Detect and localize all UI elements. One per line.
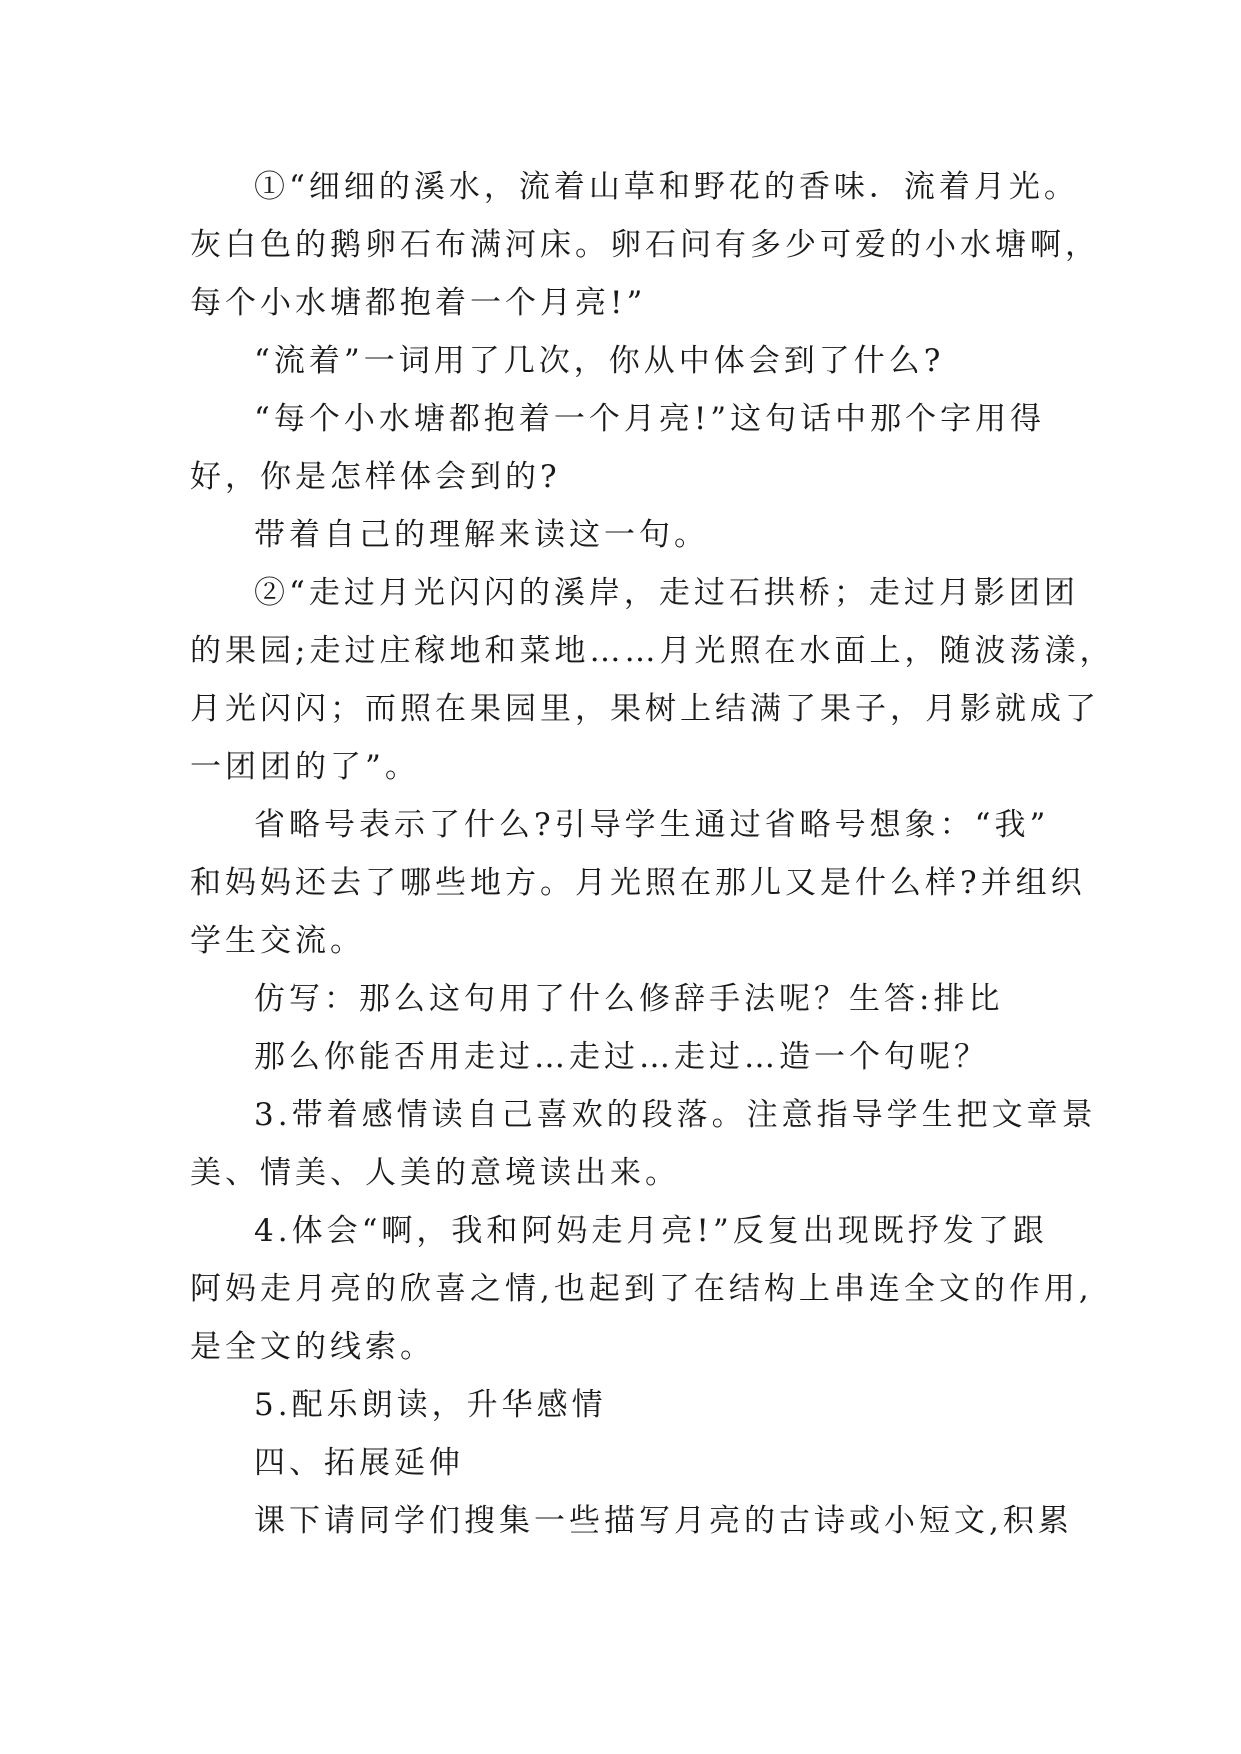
text-line-18: 美、情美、人美的意境读出来。 — [190, 1155, 680, 1191]
document-body — [190, 158, 1115, 1550]
text-line-16: 那么你能否用走过…走过…走过…造一个句呢？ — [254, 1039, 989, 1075]
text-line-10: 月光闪闪；而照在果园里，果树上结满了果子，月影就成了 — [190, 691, 1100, 727]
text-line-7: 带着自己的理解来读这一句。 — [254, 517, 709, 553]
text-line-19: 4.体会“啊，我和阿妈走月亮!”反复出现既抒发了跟 — [254, 1213, 1048, 1249]
text-line-23: 四、拓展延伸 — [254, 1445, 464, 1481]
text-line-22: 5.配乐朗读，升华感情 — [254, 1387, 607, 1423]
text-line-17: 3.带着感情读自己喜欢的段落。注意指导学生把文章景 — [254, 1097, 1097, 1133]
text-line-11: 一团团的了”。 — [190, 749, 420, 785]
text-line-9: 的果园;走过庄稼地和菜地……月光照在水面上，随波荡漾， — [190, 633, 1115, 669]
text-line-5: “每个小水塘都抱着一个月亮!”这句话中那个字用得 — [254, 401, 1046, 437]
text-line-4: “流着”一词用了几次，你从中体会到了什么? — [254, 343, 945, 379]
text-line-2: 灰白色的鹅卵石布满河床。卵石问有多少可爱的小水塘啊， — [190, 227, 1100, 263]
text-line-15: 仿写：那么这句用了什么修辞手法呢？生答:排比 — [254, 981, 1004, 1017]
text-line-6: 好，你是怎样体会到的? — [190, 459, 561, 495]
text-line-1: ①“细细的溪水，流着山草和野花的香味．流着月光。 — [254, 169, 1079, 205]
text-line-8: ②“走过月光闪闪的溪岸，走过石拱桥；走过月影团团 — [254, 575, 1079, 611]
text-line-24: 课下请同学们搜集一些描写月亮的古诗或小短文,积累 — [254, 1503, 1073, 1539]
text-line-12: 省略号表示了什么?引导学生通过省略号想象：“我” — [254, 807, 1050, 843]
text-line-21: 是全文的线索。 — [190, 1329, 435, 1365]
text-line-3: 每个小水塘都抱着一个月亮!” — [190, 285, 647, 321]
text-line-14: 学生交流。 — [190, 923, 365, 959]
text-line-13: 和妈妈还去了哪些地方。月光照在那儿又是什么样?并组织 — [190, 865, 1086, 901]
text-line-20: 阿妈走月亮的欣喜之情,也起到了在结构上串连全文的作用, — [190, 1271, 1093, 1307]
